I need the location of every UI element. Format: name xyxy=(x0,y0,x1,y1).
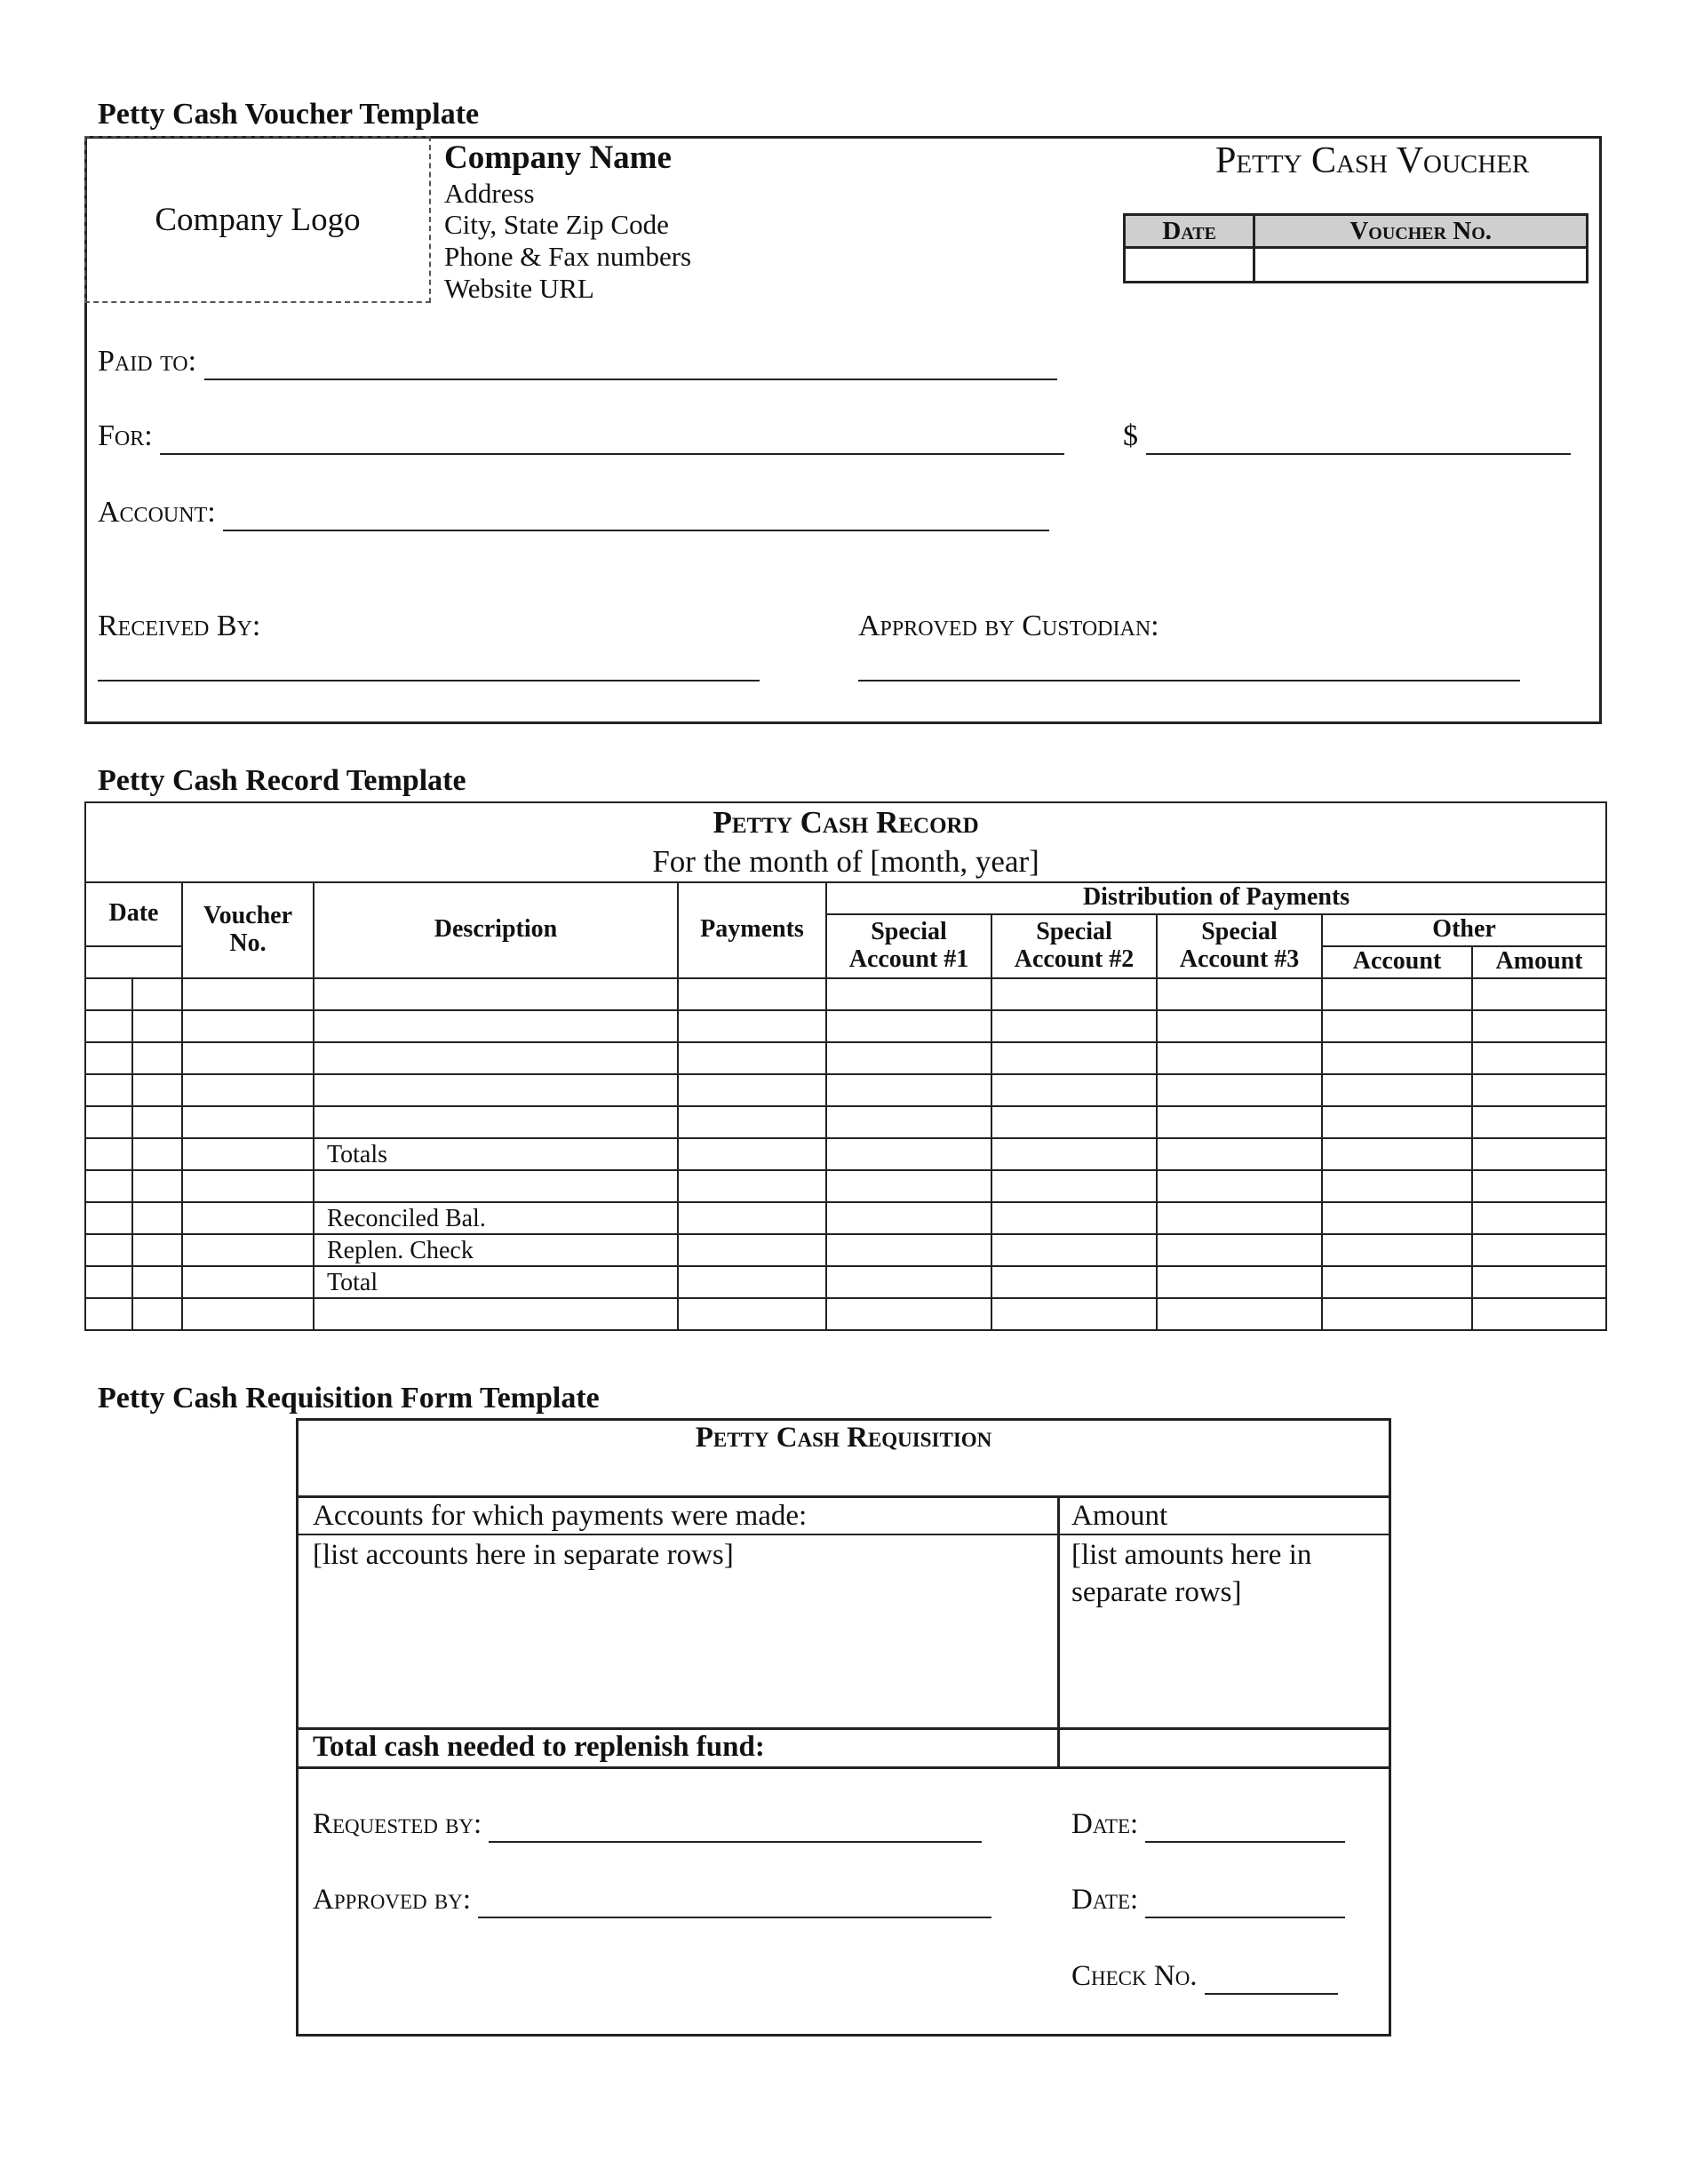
record-cell[interactable] xyxy=(991,1202,1157,1234)
voucher-no-column-header xyxy=(182,882,314,978)
table-row xyxy=(85,1106,1606,1138)
record-cell[interactable] xyxy=(826,978,991,1010)
record-cell[interactable] xyxy=(991,1234,1157,1266)
record-cell[interactable] xyxy=(826,1010,991,1042)
record-cell[interactable] xyxy=(1322,1106,1472,1138)
record-cell[interactable] xyxy=(991,1106,1157,1138)
approved-date-row xyxy=(1071,1884,1345,1918)
requisition-section-title: Petty Cash Requisition Form Template xyxy=(98,1382,600,1415)
record-cell[interactable] xyxy=(1157,1266,1322,1298)
record-cell[interactable] xyxy=(182,1106,314,1138)
company-address: Address xyxy=(444,178,535,209)
date-field[interactable] xyxy=(1125,248,1254,283)
voucher-date-table xyxy=(1123,213,1588,283)
record-cell[interactable] xyxy=(991,1138,1157,1170)
total-cash-label: Total cash needed to replenish fund: xyxy=(313,1731,765,1763)
record-cell[interactable] xyxy=(1472,1042,1606,1074)
voucher-no-field[interactable] xyxy=(1254,248,1588,283)
table-row xyxy=(85,978,1606,1010)
table-row xyxy=(85,1074,1606,1106)
record-cell[interactable] xyxy=(1157,978,1322,1010)
petty-cash-record-table xyxy=(84,801,1607,1331)
record-cell[interactable] xyxy=(1157,1042,1322,1074)
record-cell[interactable] xyxy=(85,1298,132,1330)
record-cell[interactable] xyxy=(132,1074,182,1106)
account-line[interactable] xyxy=(223,496,1049,531)
record-description-cell[interactable] xyxy=(314,1010,678,1042)
special-label: Special xyxy=(871,917,947,945)
record-cell[interactable] xyxy=(85,1106,132,1138)
accounts-header: Accounts for which payments were made: xyxy=(313,1500,808,1532)
record-cell[interactable] xyxy=(1322,978,1472,1010)
date-subheader-blank xyxy=(85,946,182,978)
record-description-cell[interactable]: Totals xyxy=(314,1138,678,1170)
approved-by-line[interactable] xyxy=(478,1884,991,1918)
record-cell[interactable] xyxy=(826,1266,991,1298)
req-divider-2 xyxy=(296,1534,1391,1535)
record-cell[interactable] xyxy=(826,1074,991,1106)
approved-by-custodian-label: Approved by Custodian: xyxy=(858,610,1159,642)
approved-by-row xyxy=(313,1884,991,1918)
record-cell[interactable] xyxy=(1157,1074,1322,1106)
approved-by-custodian-line[interactable] xyxy=(858,646,1520,682)
record-description-cell[interactable] xyxy=(314,1170,678,1202)
record-cell[interactable] xyxy=(826,1042,991,1074)
record-cell[interactable] xyxy=(1322,1298,1472,1330)
account-row xyxy=(98,496,1049,531)
record-cell[interactable] xyxy=(132,1042,182,1074)
record-cell[interactable] xyxy=(1472,978,1606,1010)
requested-by-line[interactable] xyxy=(489,1808,982,1843)
record-cell[interactable] xyxy=(678,1074,826,1106)
record-cell[interactable] xyxy=(182,1266,314,1298)
approved-date-line[interactable] xyxy=(1145,1884,1345,1918)
record-cell[interactable] xyxy=(1322,1010,1472,1042)
date-header: Date xyxy=(1125,215,1254,248)
record-cell[interactable] xyxy=(85,1138,132,1170)
record-cell[interactable] xyxy=(182,1202,314,1234)
record-title: Petty Cash Record xyxy=(713,805,979,840)
record-description-cell[interactable] xyxy=(314,1042,678,1074)
paid-to-line[interactable] xyxy=(204,345,1057,380)
record-description-cell[interactable]: Replen. Check xyxy=(314,1234,678,1266)
record-title-cell xyxy=(85,802,1606,882)
record-cell[interactable] xyxy=(132,1202,182,1234)
company-logo-label: Company Logo xyxy=(155,201,361,238)
amount-line[interactable] xyxy=(1146,419,1571,455)
special-account-2-label: Account #2 xyxy=(1014,945,1135,973)
approved-by-label: Approved by: xyxy=(313,1884,472,1916)
voucher-section-title: Petty Cash Voucher Template xyxy=(98,98,480,131)
amount-row xyxy=(1123,419,1571,455)
for-label: For: xyxy=(98,419,153,452)
record-cell[interactable] xyxy=(182,1042,314,1074)
voucher-title: Petty Cash Voucher xyxy=(1215,140,1530,181)
description-column-header: Description xyxy=(314,882,678,978)
record-cell[interactable] xyxy=(132,1010,182,1042)
company-logo-placeholder xyxy=(84,136,431,303)
account-label: Account: xyxy=(98,496,216,529)
record-cell[interactable] xyxy=(991,1042,1157,1074)
record-cell[interactable] xyxy=(85,1042,132,1074)
record-cell[interactable] xyxy=(1472,1106,1606,1138)
requisition-title: Petty Cash Requisition xyxy=(695,1422,992,1454)
record-cell[interactable] xyxy=(991,978,1157,1010)
company-phone-fax: Phone & Fax numbers xyxy=(444,241,692,272)
record-cell[interactable] xyxy=(1472,1138,1606,1170)
table-row xyxy=(85,1234,1606,1266)
for-row xyxy=(98,419,1064,455)
record-description-cell[interactable]: Reconciled Bal. xyxy=(314,1202,678,1234)
other-amount-header: Amount xyxy=(1472,946,1606,978)
record-cell[interactable] xyxy=(991,1010,1157,1042)
record-cell[interactable] xyxy=(85,1170,132,1202)
voucher-header-line1: Voucher xyxy=(203,901,293,929)
record-cell[interactable] xyxy=(1157,1234,1322,1266)
record-cell[interactable] xyxy=(85,1266,132,1298)
requested-date-label: Date: xyxy=(1071,1808,1139,1840)
record-cell[interactable] xyxy=(678,1106,826,1138)
table-row xyxy=(85,1202,1606,1234)
req-column-divider xyxy=(1057,1495,1060,1766)
record-cell[interactable] xyxy=(1472,1170,1606,1202)
special-account-2-header xyxy=(991,914,1157,978)
payments-column-header: Payments xyxy=(678,882,826,978)
table-row xyxy=(85,1170,1606,1202)
record-cell[interactable] xyxy=(85,1010,132,1042)
record-section-title: Petty Cash Record Template xyxy=(98,764,466,797)
record-cell[interactable] xyxy=(1322,1138,1472,1170)
record-cell[interactable] xyxy=(678,1170,826,1202)
record-cell[interactable] xyxy=(826,1202,991,1234)
record-cell[interactable] xyxy=(1472,1010,1606,1042)
record-cell[interactable] xyxy=(132,1138,182,1170)
table-row xyxy=(85,1138,1606,1170)
table-row xyxy=(85,1266,1606,1298)
record-cell[interactable] xyxy=(1157,1170,1322,1202)
accounts-placeholder[interactable]: [list accounts here in separate rows] xyxy=(313,1539,734,1571)
other-header: Other xyxy=(1322,914,1606,946)
record-cell[interactable] xyxy=(132,1106,182,1138)
distribution-header: Distribution of Payments xyxy=(826,882,1606,914)
record-cell[interactable] xyxy=(1322,1234,1472,1266)
record-cell[interactable] xyxy=(1157,1202,1322,1234)
record-cell[interactable] xyxy=(678,1266,826,1298)
record-cell[interactable] xyxy=(85,1234,132,1266)
record-cell[interactable] xyxy=(1322,1170,1472,1202)
record-cell[interactable] xyxy=(826,1106,991,1138)
table-row xyxy=(85,1042,1606,1074)
record-cell[interactable] xyxy=(182,1138,314,1170)
record-cell[interactable] xyxy=(1157,1298,1322,1330)
record-cell[interactable] xyxy=(826,1170,991,1202)
record-description-cell[interactable] xyxy=(314,1074,678,1106)
record-cell[interactable] xyxy=(991,1170,1157,1202)
special-label: Special xyxy=(1201,917,1278,945)
check-no-label: Check No. xyxy=(1071,1960,1198,1992)
record-description-cell[interactable] xyxy=(314,978,678,1010)
voucher-no-header: Voucher No. xyxy=(1254,215,1588,248)
record-cell[interactable] xyxy=(991,1298,1157,1330)
record-cell[interactable] xyxy=(1157,1138,1322,1170)
table-row xyxy=(85,1010,1606,1042)
record-cell[interactable] xyxy=(85,978,132,1010)
record-cell[interactable] xyxy=(85,1074,132,1106)
check-no-line[interactable] xyxy=(1205,1960,1338,1995)
record-cell[interactable] xyxy=(182,1234,314,1266)
req-divider-4 xyxy=(296,1766,1391,1769)
voucher-header-line2: No. xyxy=(229,929,267,957)
record-cell[interactable] xyxy=(85,1202,132,1234)
paid-to-row xyxy=(98,345,1057,380)
requested-by-label: Requested by: xyxy=(313,1808,482,1840)
amounts-placeholder-line2[interactable]: separate rows] xyxy=(1071,1576,1242,1608)
req-divider-1 xyxy=(296,1495,1391,1498)
date-column-header: Date xyxy=(85,882,182,946)
received-by-line[interactable] xyxy=(98,646,760,682)
record-cell[interactable] xyxy=(182,1010,314,1042)
record-cell[interactable] xyxy=(182,1170,314,1202)
company-city-state-zip: City, State Zip Code xyxy=(444,209,669,240)
record-description-cell[interactable] xyxy=(314,1298,678,1330)
record-cell[interactable] xyxy=(678,1298,826,1330)
record-cell[interactable] xyxy=(1157,1010,1322,1042)
record-cell[interactable] xyxy=(132,1298,182,1330)
record-cell[interactable] xyxy=(991,1074,1157,1106)
record-cell[interactable] xyxy=(826,1234,991,1266)
record-cell[interactable] xyxy=(132,1234,182,1266)
record-cell[interactable] xyxy=(132,978,182,1010)
record-cell[interactable] xyxy=(826,1298,991,1330)
record-cell[interactable] xyxy=(182,1298,314,1330)
record-cell[interactable] xyxy=(1322,1202,1472,1234)
table-row xyxy=(85,1298,1606,1330)
requested-date-line[interactable] xyxy=(1145,1808,1345,1843)
record-cell[interactable] xyxy=(1157,1106,1322,1138)
for-line[interactable] xyxy=(160,419,1064,455)
special-account-1-header xyxy=(826,914,991,978)
record-description-cell[interactable] xyxy=(314,1106,678,1138)
record-body xyxy=(85,978,1606,1330)
record-cell[interactable] xyxy=(1472,1234,1606,1266)
requested-by-row xyxy=(313,1808,982,1843)
record-cell[interactable] xyxy=(678,978,826,1010)
company-website: Website URL xyxy=(444,273,594,304)
received-by-label: Received By: xyxy=(98,610,261,642)
record-cell[interactable] xyxy=(678,1138,826,1170)
record-cell[interactable] xyxy=(678,1010,826,1042)
amount-header: Amount xyxy=(1071,1500,1168,1532)
amounts-placeholder-line1[interactable]: [list amounts here in xyxy=(1071,1539,1312,1571)
other-account-header: Account xyxy=(1322,946,1472,978)
record-cell[interactable] xyxy=(678,1042,826,1074)
record-cell[interactable] xyxy=(991,1266,1157,1298)
record-cell[interactable] xyxy=(826,1138,991,1170)
record-cell[interactable] xyxy=(1322,1074,1472,1106)
record-cell[interactable] xyxy=(1322,1042,1472,1074)
special-account-1-label: Account #1 xyxy=(848,945,969,973)
special-account-3-header xyxy=(1157,914,1322,978)
approved-date-label: Date: xyxy=(1071,1884,1139,1916)
check-no-row xyxy=(1071,1960,1338,1995)
dollar-sign: $ xyxy=(1123,419,1138,452)
record-cell[interactable] xyxy=(678,1234,826,1266)
record-cell[interactable] xyxy=(1472,1266,1606,1298)
record-cell[interactable] xyxy=(1472,1074,1606,1106)
company-name: Company Name xyxy=(444,139,672,176)
total-cash-field[interactable] xyxy=(1060,1730,1389,1766)
record-description-cell[interactable]: Total xyxy=(314,1266,678,1298)
record-cell[interactable] xyxy=(1472,1202,1606,1234)
record-cell[interactable] xyxy=(182,978,314,1010)
record-cell[interactable] xyxy=(132,1266,182,1298)
special-account-3-label: Account #3 xyxy=(1179,945,1300,973)
requested-date-row xyxy=(1071,1808,1345,1843)
paid-to-label: Paid to: xyxy=(98,345,197,378)
record-subtitle: For the month of [month, year] xyxy=(652,843,1039,879)
record-cell[interactable] xyxy=(182,1074,314,1106)
record-cell[interactable] xyxy=(1472,1298,1606,1330)
record-cell[interactable] xyxy=(132,1170,182,1202)
record-cell[interactable] xyxy=(678,1202,826,1234)
record-cell[interactable] xyxy=(1322,1266,1472,1298)
special-label: Special xyxy=(1036,917,1112,945)
